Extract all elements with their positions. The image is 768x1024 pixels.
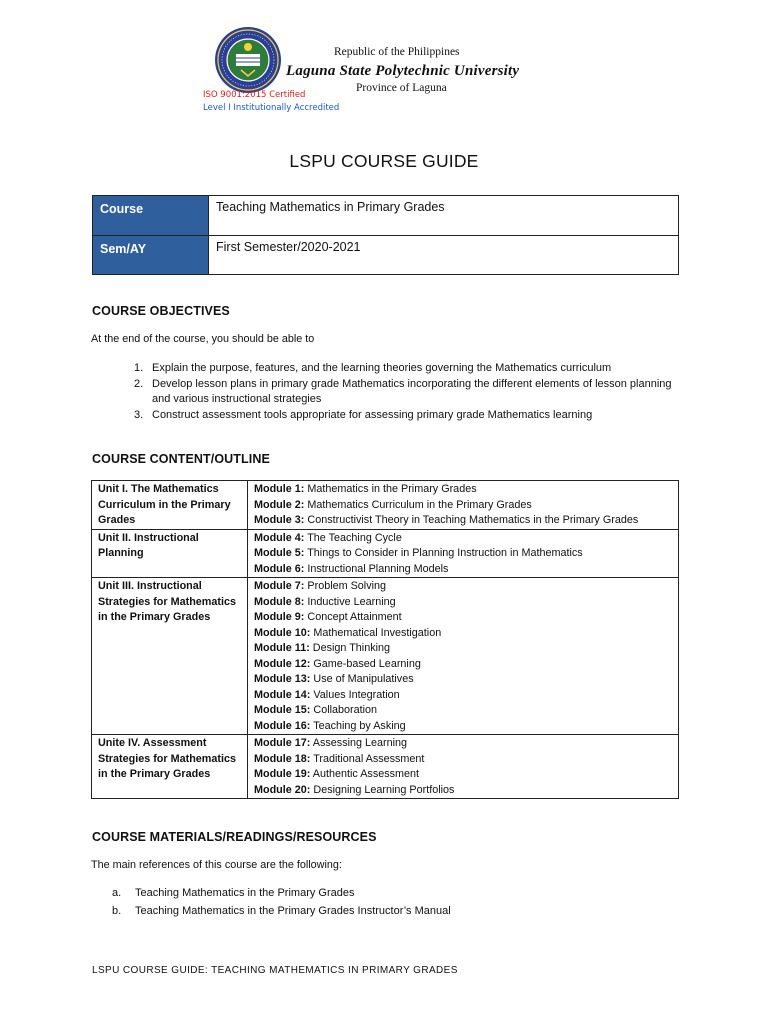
document-title: LSPU COURSE GUIDE: [289, 151, 479, 171]
objective-number: 3.: [134, 408, 144, 421]
module-label: Module 11:: [254, 642, 310, 654]
module-line: [254, 595, 672, 611]
module-title: Authentic Assessment: [312, 768, 420, 780]
module-title: Constructivist Theory in Teaching Mathematics in the Primary Grades: [307, 514, 639, 526]
module-title: Instructional Planning Models: [307, 562, 449, 575]
course-label: Course: [93, 196, 209, 236]
module-label: Module 7:: [254, 580, 305, 592]
module-title: The Teaching Cycle: [307, 531, 402, 544]
accreditation-text: Level I Institutionally Accredited: [203, 103, 340, 113]
objective-item: [134, 377, 694, 408]
module-title: Collaboration: [313, 704, 378, 716]
unit-modules: [248, 735, 679, 799]
module-label: Module 18:: [254, 752, 311, 765]
objective-text-continued: and various instructional strategies: [152, 393, 322, 405]
module-line: [254, 688, 672, 704]
objective-number: 2.: [134, 377, 144, 390]
objective-item: [134, 361, 694, 377]
university-seal-logo: [214, 26, 282, 94]
objective-text: Explain the purpose, features, and the learning theories governing the Mathematics curriculum: [152, 362, 612, 374]
module-label: Module 17:: [254, 737, 311, 749]
objectives-intro: At the end of the course, you should be able to: [91, 333, 315, 345]
republic-heading: Republic of the Philippines: [334, 46, 460, 58]
outline-unit-row: [92, 529, 679, 578]
module-line: [254, 513, 672, 529]
unit-title: Unit II. Instructional Planning: [92, 529, 248, 578]
unit-modules: [248, 481, 679, 530]
outline-unit-row: [92, 735, 679, 799]
module-label: Module 9:: [254, 611, 305, 623]
module-title: Game-based Learning: [313, 657, 421, 670]
module-title: Designing Learning Portfolios: [313, 783, 455, 796]
module-label: Module 4:: [254, 531, 305, 544]
module-label: Module 1:: [254, 483, 305, 495]
module-title: Mathematical Investigation: [313, 626, 442, 639]
references-list: [112, 884, 451, 920]
module-title: Concept Attainment: [307, 611, 402, 623]
course-row: [93, 196, 679, 236]
unit-title: Unit III. Instructional Strategies for Mathematics in the Primary Grades: [92, 578, 248, 735]
module-title: Problem Solving: [307, 580, 387, 592]
module-line: [254, 752, 672, 768]
university-name: Laguna State Polytechnic University: [286, 63, 520, 79]
module-title: Things to Consider in Planning Instruction in Mathematics: [307, 547, 583, 559]
module-line: [254, 703, 672, 719]
reference-text: Teaching Mathematics in the Primary Grades Instructor’s Manual: [135, 905, 451, 917]
module-line: [254, 498, 672, 514]
module-label: Module 12:: [254, 657, 311, 670]
page-footer: LSPU COURSE GUIDE: TEACHING MATHEMATICS IN PRIMARY GRADES: [92, 965, 458, 976]
objective-text: Develop lesson plans in primary grade Mathematics incorporating the different elements of lesson planning: [152, 377, 672, 390]
module-label: Module 5:: [254, 547, 305, 559]
module-line: [254, 672, 672, 688]
materials-intro: The main references of this course are the following:: [91, 859, 342, 871]
reference-item: [112, 902, 451, 920]
unit-title: Unit I. The Mathematics Curriculum in the Primary Grades: [92, 481, 248, 530]
module-line: [254, 626, 672, 642]
materials-heading: COURSE MATERIALS/READINGS/RESOURCES: [92, 830, 377, 844]
outline-unit-row: [92, 481, 679, 530]
module-label: Module 15:: [254, 704, 311, 716]
objective-number: 1.: [134, 362, 144, 374]
reference-letter: b.: [112, 905, 122, 917]
module-label: Module 2:: [254, 498, 305, 511]
semester-value: First Semester/2020-2021: [209, 236, 679, 275]
module-title: Mathematics Curriculum in the Primary Grades: [307, 498, 532, 511]
module-label: Module 16:: [254, 719, 311, 732]
module-label: Module 10:: [254, 626, 311, 639]
module-label: Module 6:: [254, 562, 305, 575]
module-label: Module 3:: [254, 514, 305, 526]
module-title: Assessing Learning: [312, 737, 408, 749]
objectives-heading: COURSE OBJECTIVES: [92, 304, 230, 318]
module-label: Module 20:: [254, 783, 311, 796]
module-title: Mathematics in the Primary Grades: [307, 483, 477, 495]
module-title: Use of Manipulatives: [313, 673, 414, 685]
unit-modules: [248, 578, 679, 735]
objectives-list: [134, 361, 694, 423]
module-line: [254, 546, 672, 562]
module-label: Module 8:: [254, 595, 305, 608]
objective-text: Construct assessment tools appropriate for assessing primary grade Mathematics learning: [152, 408, 593, 421]
module-line: [254, 767, 672, 783]
module-line: [254, 641, 672, 657]
module-title: Design Thinking: [312, 642, 391, 654]
module-title: Traditional Assessment: [313, 752, 425, 765]
unit-title: Unite IV. Assessment Strategies for Mathematics in the Primary Grades: [92, 735, 248, 799]
iso-certification: ISO 9001:2015 Certified: [203, 90, 306, 100]
module-line: [254, 482, 672, 498]
module-label: Module 13:: [254, 673, 311, 685]
outline-heading: COURSE CONTENT/OUTLINE: [92, 452, 270, 466]
reference-item: [112, 884, 451, 902]
unit-modules: [248, 529, 679, 578]
module-label: Module 19:: [254, 768, 311, 780]
module-line: [254, 657, 672, 673]
module-line: [254, 719, 672, 735]
semester-label: Sem/AY: [93, 236, 209, 275]
module-line: [254, 531, 672, 547]
reference-letter: a.: [112, 887, 122, 899]
module-title: Values Integration: [313, 688, 400, 701]
module-label: Module 14:: [254, 688, 311, 701]
province-heading: Province of Laguna: [356, 82, 447, 94]
module-line: [254, 579, 672, 595]
outline-unit-row: [92, 578, 679, 735]
course-outline-table: [91, 480, 679, 799]
course-info-table: [92, 195, 679, 275]
module-line: [254, 783, 672, 799]
course-value: Teaching Mathematics in Primary Grades: [209, 196, 679, 236]
semester-row: [93, 236, 679, 275]
module-title: Teaching by Asking: [313, 719, 406, 732]
module-line: [254, 562, 672, 578]
objective-item: [134, 408, 694, 424]
reference-text: Teaching Mathematics in the Primary Grades: [135, 887, 355, 899]
module-line: [254, 610, 672, 626]
module-title: Inductive Learning: [307, 595, 396, 608]
module-line: [254, 736, 672, 752]
